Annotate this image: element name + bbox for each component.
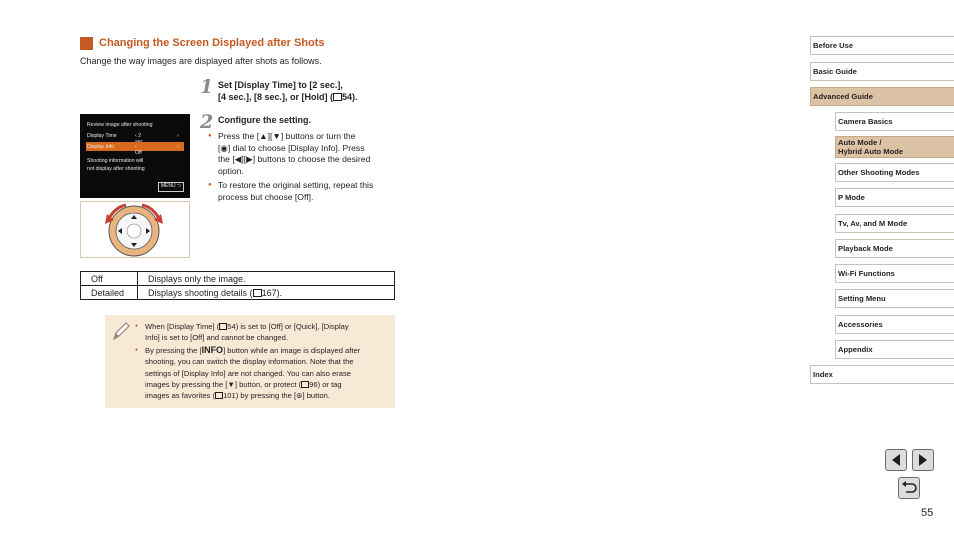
nav-p-mode[interactable]: P Mode — [835, 188, 954, 207]
nav-playback-mode[interactable]: Playback Mode — [835, 239, 954, 258]
nav-setting-menu[interactable]: Setting Menu — [835, 289, 954, 308]
nav-other-shooting-modes[interactable]: Other Shooting Modes — [835, 163, 954, 182]
step-2-bullets — [208, 131, 394, 206]
book-ref-icon — [333, 93, 342, 101]
note-list — [135, 321, 389, 402]
right-button-icon: ▶ — [246, 154, 253, 164]
book-ref-icon — [253, 289, 262, 297]
down-button-icon: ▼ — [272, 131, 281, 141]
next-page-button[interactable] — [912, 449, 934, 471]
table-row — [81, 272, 395, 286]
bullet-2: ● To restore the original setting, repeat this process but choose [Off]. — [208, 180, 394, 203]
section-title: Changing the Screen Displayed after Shots — [99, 37, 325, 49]
table-cell-option: Detailed — [81, 286, 138, 300]
lcd-desc-2: not display after shooting — [87, 166, 145, 172]
left-button-icon: ◀ — [234, 154, 242, 164]
note-item-2: ● By pressing the [INFO] button while an image is displayed after shooting, you can switch the display information. Note that the settings of [Display Info] are not changed. You can also erase images by pressing the [▼] button, or protect ( 96) or tag images as favorites ( 101) by pressing the [⊛] button. — [135, 345, 389, 402]
table-cell-option: Off — [81, 272, 138, 286]
book-ref-icon — [301, 381, 309, 388]
up-button-icon: ▲ — [259, 131, 268, 141]
pencil-note-icon — [111, 320, 131, 342]
previous-page-button[interactable] — [885, 449, 907, 471]
lcd-row-display-info: Display Info ‹ Off › — [87, 144, 179, 156]
lcd-header: Review image after shooting — [87, 122, 153, 128]
down-button-icon: ▼ — [227, 380, 235, 390]
page-number: 55 — [921, 507, 934, 519]
bullet-1: ● Press the [▲][▼] buttons or turn the [◉] dial to choose [Display Info]. Press the [◀][▶] buttons to choose the desired option. — [208, 131, 394, 177]
display-info-table — [80, 271, 395, 300]
table-cell-description: Displays only the image. — [138, 272, 395, 286]
step-2-number: 2 — [200, 111, 214, 133]
dial-illustration — [80, 201, 190, 258]
step-1-title: Set [Display Time] to [2 sec.], [4 sec.], [8 sec.], or [Hold] ( 54). — [218, 80, 358, 102]
table-cell-description: Displays shooting details ( 167). — [138, 286, 395, 300]
book-ref-icon — [215, 392, 223, 399]
nav-appendix[interactable]: Appendix — [835, 340, 954, 359]
section-square-icon — [80, 37, 93, 50]
note-item-1: ● When [Display Time] ( 54) is set to [Off] or [Quick], [Display Info] is set to [Off] and cannot be changed. — [135, 321, 389, 344]
info-button-icon: INFO — [201, 344, 224, 355]
lcd-row-display-time: Display Time ‹ 2 › — [87, 133, 179, 139]
return-button[interactable] — [898, 477, 920, 499]
intro-text: Change the way images are displayed after shots as follows. — [80, 56, 322, 66]
section-heading — [80, 36, 325, 50]
return-arrow-icon — [901, 481, 917, 495]
nav-camera-basics[interactable]: Camera Basics — [835, 112, 954, 131]
nav-auto-mode[interactable]: Auto Mode / Hybrid Auto Mode — [835, 136, 954, 158]
lcd-menu-badge: MENU ⮌ — [158, 182, 184, 192]
control-dial-diagram-icon — [81, 202, 191, 259]
step-1-number: 1 — [200, 76, 214, 98]
lcd-desc-1: Shooting information will — [87, 158, 144, 164]
control-dial-icon: ◉ — [220, 142, 228, 153]
table-row — [81, 286, 395, 300]
camera-lcd-screen — [80, 114, 190, 198]
arrow-right-icon — [917, 453, 929, 467]
func-button-icon: ⊛ — [296, 391, 303, 401]
nav-accessories[interactable]: Accessories — [835, 315, 954, 334]
arrow-left-icon — [890, 453, 902, 467]
note-box — [105, 315, 395, 408]
nav-advanced-guide[interactable]: Advanced Guide — [810, 87, 954, 106]
nav-basic-guide[interactable]: Basic Guide — [810, 62, 954, 81]
step-2-title: Configure the setting. — [218, 115, 311, 125]
nav-tv-av-m-mode[interactable]: Tv, Av, and M Mode — [835, 214, 954, 233]
nav-wifi-functions[interactable]: Wi-Fi Functions — [835, 264, 954, 283]
nav-index[interactable]: Index — [810, 365, 954, 384]
nav-before-use[interactable]: Before Use — [810, 36, 954, 55]
